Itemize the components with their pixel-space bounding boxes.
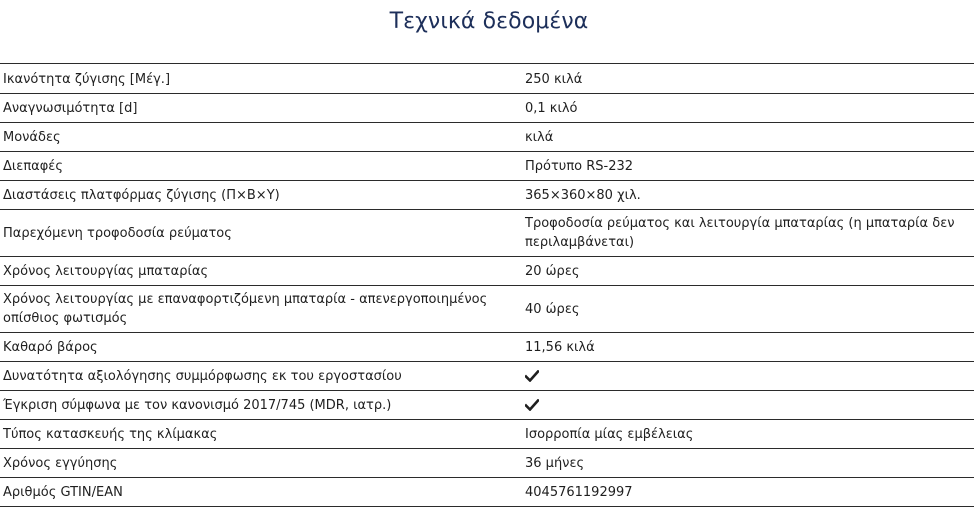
check-icon [525, 370, 539, 382]
spec-label: Διαστάσεις πλατφόρμας ζύγισης (Π×Β×Υ) [0, 181, 520, 210]
spec-value: 365×360×80 χιλ. [520, 181, 974, 210]
spec-value: Τροφοδοσία ρεύματος και λειτουργία μπαταρίας (η μπαταρία δεν περιλαμβάνεται) [520, 210, 974, 257]
spec-label: Χρόνος εγγύησης [0, 449, 520, 478]
spec-label: Έγκριση σύμφωνα με τον κανονισμό 2017/745 (MDR, ιατρ.) [0, 391, 520, 420]
spec-label: Παρεχόμενη τροφοδοσία ρεύματος [0, 210, 520, 257]
table-row [0, 64, 974, 94]
spec-value: 36 μήνες [520, 449, 974, 478]
spec-value: 40 ώρες [520, 286, 974, 333]
spec-label: Δυνατότητα αξιολόγησης συμμόρφωσης εκ του εργοστασίου [0, 362, 520, 391]
spec-label: Τύπος κατασκευής της κλίμακας [0, 420, 520, 449]
spec-value: 250 κιλά [520, 64, 974, 94]
spec-table [0, 63, 974, 507]
table-row [0, 286, 974, 333]
spec-label: Ικανότητα ζύγισης [Μέγ.] [0, 64, 520, 94]
spec-label: Χρόνος λειτουργίας μπαταρίας [0, 257, 520, 286]
table-row [0, 152, 974, 181]
table-row [0, 391, 974, 420]
spec-label: Καθαρό βάρος [0, 333, 520, 362]
spec-label: Χρόνος λειτουργίας με επαναφορτιζόμενη μπαταρία - απενεργοποιημένος οπίσθιος φωτισμός [0, 286, 520, 333]
spec-value: κιλά [520, 123, 974, 152]
table-row [0, 181, 974, 210]
spec-label: Αναγνωσιμότητα [d] [0, 94, 520, 123]
spec-value: 4045761192997 [520, 478, 974, 507]
spec-label: Μονάδες [0, 123, 520, 152]
table-row [0, 257, 974, 286]
spec-value: 0,1 κιλό [520, 94, 974, 123]
spec-value: Πρότυπο RS-232 [520, 152, 974, 181]
spec-value: 20 ώρες [520, 257, 974, 286]
spec-value: 11,56 κιλά [520, 333, 974, 362]
spec-label: Διεπαφές [0, 152, 520, 181]
table-row [0, 449, 974, 478]
spec-value [520, 362, 974, 391]
spec-value: Ισορροπία μίας εμβέλειας [520, 420, 974, 449]
check-icon [525, 399, 539, 411]
table-row [0, 420, 974, 449]
table-row [0, 210, 974, 257]
spec-label: Αριθμός GTIN/EAN [0, 478, 520, 507]
table-row [0, 333, 974, 362]
spec-value [520, 391, 974, 420]
page-title: Τεχνικά δεδομένα [389, 9, 589, 34]
table-row [0, 94, 974, 123]
table-row [0, 123, 974, 152]
table-row [0, 362, 974, 391]
table-row [0, 478, 974, 507]
